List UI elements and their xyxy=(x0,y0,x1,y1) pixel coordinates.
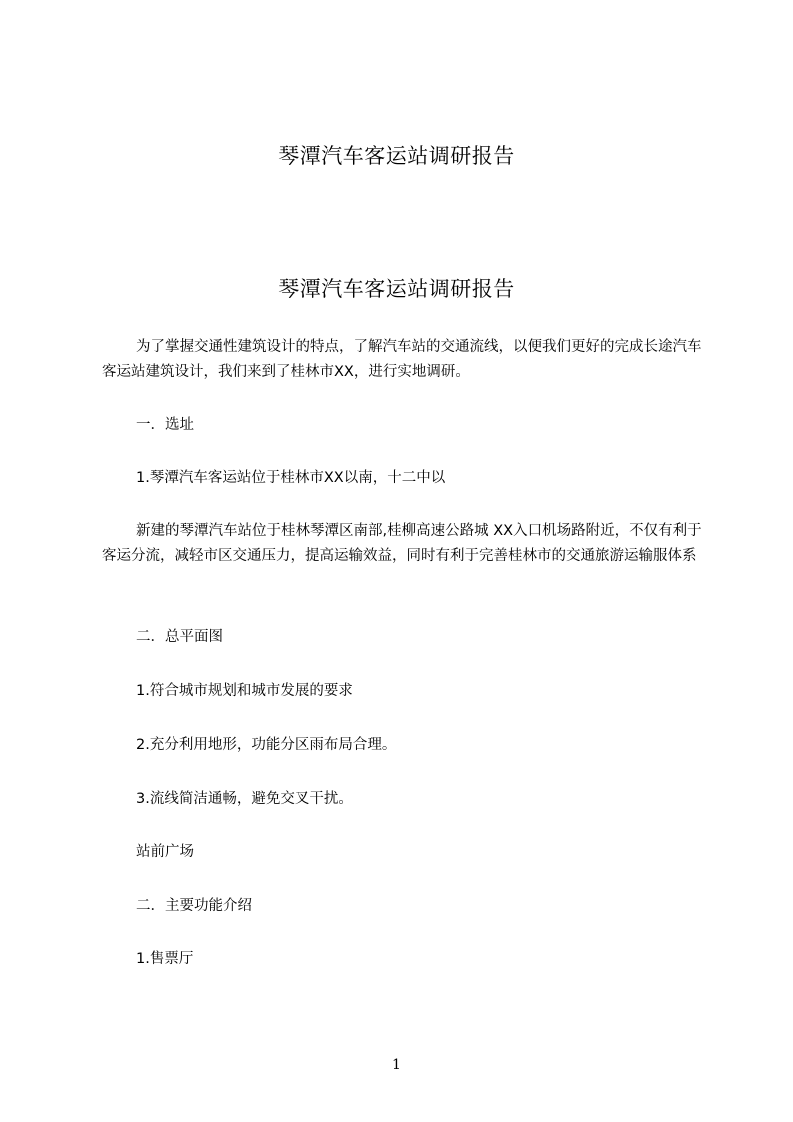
location-paragraph: 新建的琴潭汽车站位于桂林琴潭区南部,桂柳高速公路城 XX入口机场路附近，不仅有利于客运分流，减轻市区交通压力，提高运输效益，同时有利于完善桂林市的交通旅游运输服体系 xyxy=(102,523,702,564)
section2-item1: 1.符合城市规划和城市发展的要求 xyxy=(136,683,353,699)
section1-item1: 1.琴潭汽车客运站位于桂林市XX以南，十二中以 xyxy=(136,470,446,486)
section3-item1: 1.售票厅 xyxy=(136,951,194,967)
document-title-top: 琴潭汽车客运站调研报告 xyxy=(278,144,515,168)
section2-heading: 二．总平面图 xyxy=(136,629,223,645)
section1-heading: 一．选址 xyxy=(136,417,194,433)
page-number: 1 xyxy=(392,1057,401,1073)
section2-item3: 3.流线简洁通畅，避免交叉干扰。 xyxy=(136,791,353,807)
section2-item2: 2.充分利用地形，功能分区雨布局合理。 xyxy=(136,737,397,753)
plaza-heading: 站前广场 xyxy=(136,844,194,860)
section3-heading: 二．主要功能介绍 xyxy=(136,898,252,914)
document-title-main: 琴潭汽车客运站调研报告 xyxy=(278,277,515,301)
intro-paragraph: 为了掌握交通性建筑设计的特点，了解汽车站的交通流线，以便我们更好的完成长途汽车客运站建筑设计，我们来到了桂林市XX，进行实地调研。 xyxy=(102,339,702,380)
